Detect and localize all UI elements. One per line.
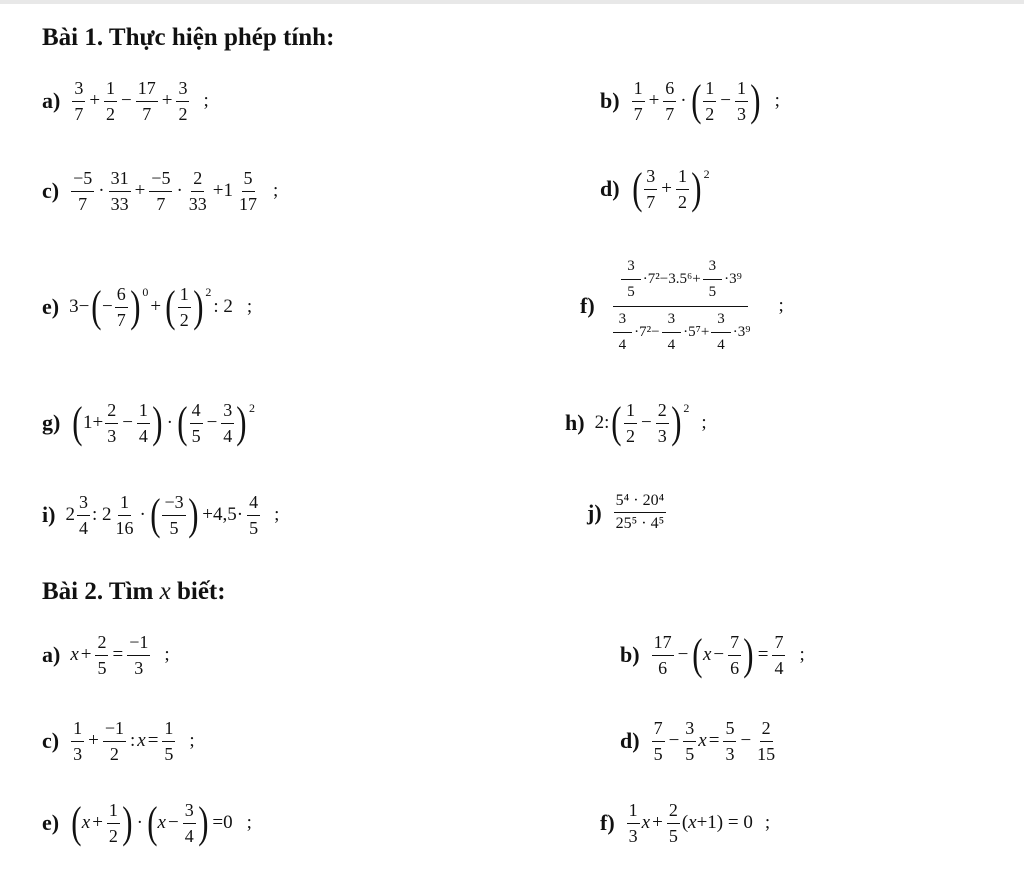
problem-1d-expression: ( $\frac{3}{7}$ + $\frac{1}{2}$ ) 2 <box>631 164 710 214</box>
problem-1g-label: g) <box>42 410 61 436</box>
problem-1f-label: f) <box>580 293 595 318</box>
problem-2c <box>42 718 195 764</box>
problem-1h <box>565 400 707 446</box>
problem-1e-label: e) <box>42 294 60 320</box>
problem-1b-expression: $\frac{1}{7}$ + $\frac{6}{7}$ · ( $\frac{1}{2}$ − $\frac{1}{3}$ ) ; <box>633 76 780 126</box>
problem-1j <box>587 492 668 534</box>
exercise-2-heading: Bài 2. Tìm x biết: <box>42 578 226 605</box>
problem-2e-expression: ( x + $\frac{1}{2}$ ) · ( x − $\frac{3}{4}$ ) =0 ; <box>71 798 252 848</box>
problem-2e <box>42 800 252 846</box>
problem-1i-expression: 2 $\frac{3}{4}$ : 2 $\frac{1}{16}$ · ( $\frac{-3}{5}$ ) +4,5· $\frac{4}{5}$ ; <box>65 490 280 540</box>
exercise-1-heading: Bài 1. Thực hiện phép tính: <box>42 24 335 51</box>
problem-2f-label: f) <box>600 810 615 836</box>
problem-2b-label: b) <box>620 642 640 668</box>
problem-1a-label: a) <box>42 88 61 114</box>
problem-1g-expression: ( 1+ $\frac{2}{3}$ − $\frac{1}{4}$ ) · ( $\frac{4}{5}$ − $\frac{3}{4}$ ) 2 <box>72 398 255 448</box>
problem-2b-expression: $\frac{17}{6}$ − ( x − $\frac{7}{6}$ ) = $\frac{7}{4}$ ; <box>653 630 805 680</box>
problem-2d <box>620 718 779 764</box>
problem-2d-expression: $\frac{7}{5}$ − $\frac{3}{5}$ x = $\frac{5}{3}$ − $\frac{2}{15}$ <box>653 718 776 764</box>
problem-2c-expression: $\frac{1}{3}$ + $\frac{-1}{2}$ : x = $\frac{1}{5}$ ; <box>73 718 195 764</box>
problem-1d <box>600 166 710 212</box>
problem-1d-label: d) <box>600 176 620 202</box>
problem-1g <box>42 400 255 446</box>
problem-1a-expression: $\frac{3}{7}$ + $\frac{1}{2}$ − $\frac{17}{7}$ + $\frac{3}{2}$ ; <box>74 78 209 124</box>
problem-1i-label: i) <box>42 502 56 528</box>
problem-2f <box>600 800 770 846</box>
problem-1b-label: b) <box>600 88 620 114</box>
problem-1h-label: h) <box>565 410 585 436</box>
problem-1a <box>42 78 209 124</box>
problem-2a <box>42 632 170 678</box>
problem-2c-label: c) <box>42 728 60 754</box>
problem-1c-expression: $\frac{-5}{7}$ · $\frac{31}{33}$ + $\frac{-5}{7}$ · $\frac{2}{33}$ +1 $\frac{5}{17}$ ; <box>73 168 279 214</box>
problem-1f <box>580 258 784 354</box>
top-border <box>0 0 1024 4</box>
problem-2a-label: a) <box>42 642 61 668</box>
problem-1c-label: c) <box>42 178 60 204</box>
problem-2b <box>620 632 805 678</box>
problem-1j-label: j) <box>587 499 602 525</box>
problem-1e <box>42 284 252 330</box>
problem-1h-expression: 2: ( $\frac{1}{2}$ − $\frac{2}{3}$ ) 2 ; <box>594 398 707 448</box>
problem-1c <box>42 168 278 214</box>
problem-2d-label: d) <box>620 728 640 754</box>
problem-1f-expression: $\frac{3}{5}$ ·7²−3.5⁶+ $\frac{3}{5}$ ·3⁹ $\frac{3}{4}$ ·7²− $\frac{3}{4}$ ·5⁷+ $\frac{3}{4}$ ·3⁹ ; <box>605 258 784 354</box>
problem-1b <box>600 78 780 124</box>
problem-2e-label: e) <box>42 810 60 836</box>
problem-2a-expression: x + $\frac{2}{5}$ = $\frac{-1}{3}$ ; <box>70 632 170 678</box>
problem-1j-expression: $\frac{\text{5⁴ · 20⁴}}{\text{25⁵ · 4⁵}}$ <box>615 492 665 533</box>
problem-1e-expression: 3− ( − $\frac{6}{7}$ ) 0 + ( $\frac{1}{2}$ ) 2 : 2 ; <box>69 282 253 332</box>
problem-1i <box>42 492 279 538</box>
problem-2f-expression: $\frac{1}{3}$ x + $\frac{2}{5}$ (x+1) = 0 ; <box>628 800 771 846</box>
